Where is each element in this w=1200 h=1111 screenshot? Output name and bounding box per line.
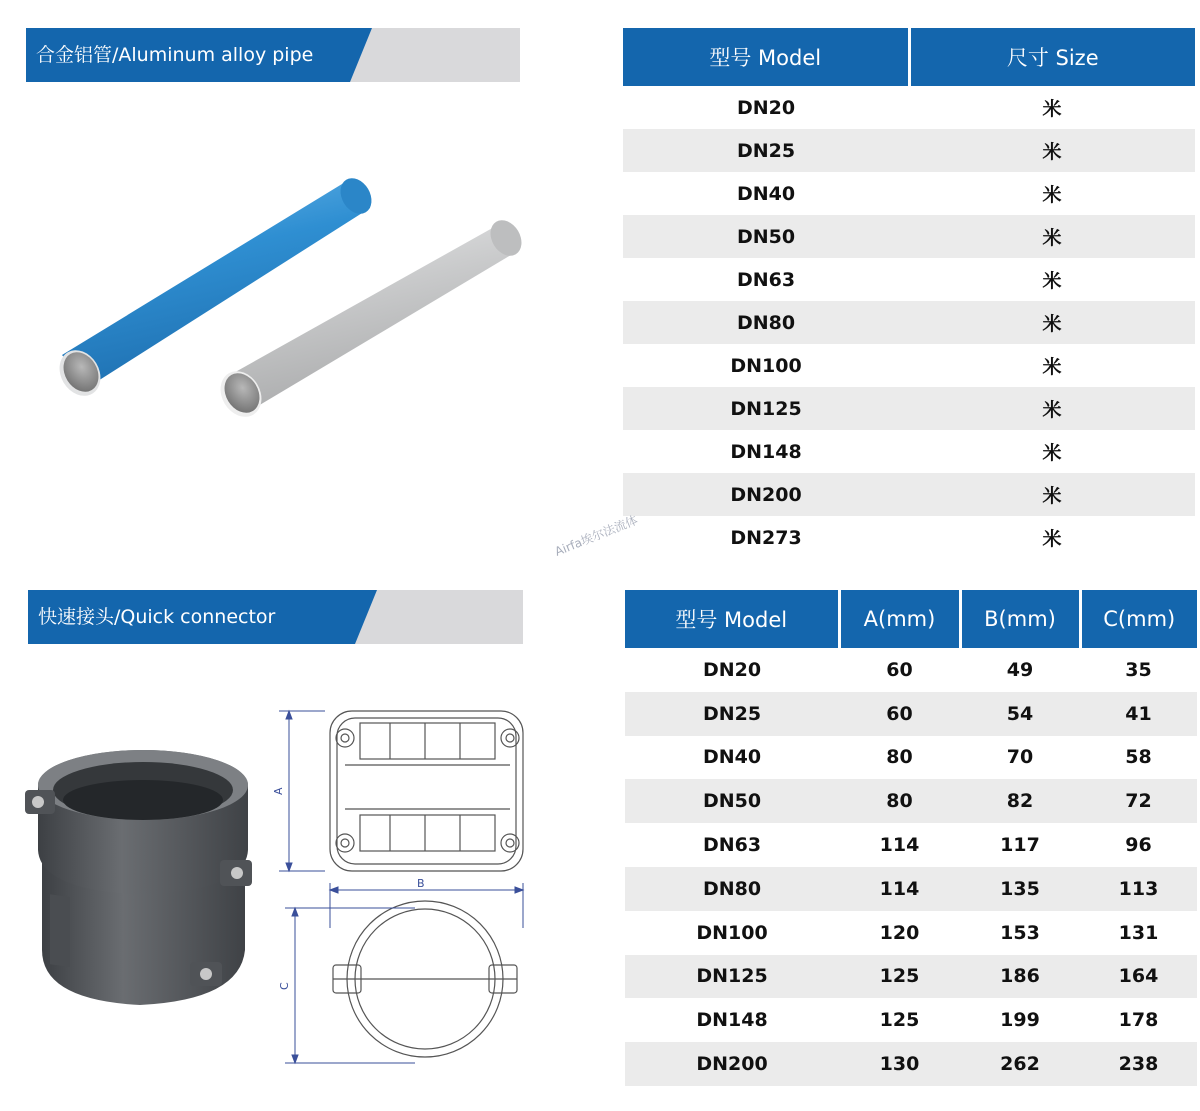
a-cell: 60 — [886, 658, 913, 681]
table-row — [623, 258, 1195, 301]
table-row — [623, 86, 1195, 129]
table-row — [623, 516, 1195, 559]
size-cell: 米 — [909, 129, 1195, 172]
watermark: Airfa埃尔法流体 — [552, 512, 640, 559]
c-cell: 178 — [1118, 1009, 1159, 1032]
b-cell: 49 — [1006, 658, 1034, 681]
a-cell: 125 — [839, 955, 960, 999]
model-cell: DN40 — [736, 182, 796, 205]
model-cell: DN63 — [736, 268, 796, 291]
size-cell: 米 — [1042, 442, 1062, 464]
table-row — [623, 129, 1195, 172]
table-row — [625, 648, 1197, 692]
c-cell: 238 — [1080, 1042, 1197, 1086]
c-cell: 58 — [1125, 746, 1152, 769]
header-a: A(mm) — [839, 590, 960, 648]
size-cell: 米 — [1042, 270, 1062, 292]
table-row — [625, 911, 1197, 955]
table-row — [625, 1042, 1197, 1086]
connector-drawing — [265, 703, 533, 1078]
b-cell: 135 — [960, 867, 1080, 911]
a-cell: 114 — [839, 867, 960, 911]
table-row — [625, 823, 1197, 867]
b-cell: 54 — [960, 692, 1080, 736]
header-b: B(mm) — [960, 590, 1080, 648]
table-row — [625, 955, 1197, 999]
b-cell: 186 — [960, 955, 1080, 999]
table-row — [625, 998, 1197, 1042]
model-cell: DN20 — [702, 658, 762, 681]
table-row — [623, 430, 1195, 473]
table-header-row — [625, 590, 1197, 648]
b-cell: 82 — [960, 779, 1080, 823]
model-cell: DN25 — [625, 692, 839, 736]
header-size: 尺寸 Size — [909, 28, 1195, 86]
model-cell: DN200 — [625, 1042, 839, 1086]
model-cell: DN100 — [696, 921, 768, 944]
size-cell: 米 — [909, 473, 1195, 516]
size-cell: 米 — [909, 387, 1195, 430]
model-cell: DN148 — [730, 440, 802, 463]
model-cell: DN100 — [730, 354, 802, 377]
table-row — [625, 736, 1197, 780]
size-cell: 米 — [1042, 528, 1062, 550]
table-row — [623, 172, 1195, 215]
c-cell: 131 — [1118, 921, 1159, 944]
model-cell: DN125 — [625, 955, 839, 999]
blue-pipe — [51, 173, 377, 404]
model-cell: DN148 — [696, 1009, 768, 1032]
dim-a-label: A — [272, 787, 285, 795]
size-cell: 米 — [909, 215, 1195, 258]
size-cell: 米 — [1042, 98, 1062, 120]
section1-title: 合金铝管/Aluminum alloy pipe — [36, 44, 314, 66]
a-cell: 125 — [879, 1009, 920, 1032]
model-cell: DN25 — [623, 129, 909, 172]
a-cell: 114 — [879, 834, 920, 857]
size-cell: 米 — [909, 301, 1195, 344]
table-row — [623, 215, 1195, 258]
b-cell: 153 — [1000, 921, 1040, 944]
table-row — [623, 387, 1195, 430]
size-cell: 米 — [1042, 356, 1062, 378]
model-cell: DN273 — [730, 526, 802, 549]
c-cell: 113 — [1080, 867, 1197, 911]
section2-banner — [28, 590, 523, 644]
model-cell: DN20 — [736, 96, 796, 119]
header-c: C(mm) — [1080, 590, 1197, 648]
table-row — [623, 344, 1195, 387]
a-cell: 60 — [839, 692, 960, 736]
model-cell: DN50 — [623, 215, 909, 258]
a-cell: 80 — [886, 746, 913, 769]
b-cell: 117 — [1000, 834, 1040, 857]
quick-connector-image — [20, 730, 270, 1020]
model-cell: DN200 — [623, 473, 909, 516]
connector-spec-table — [625, 590, 1197, 1086]
table-header-row — [623, 28, 1195, 86]
b-cell: 70 — [1006, 746, 1034, 769]
size-cell: 米 — [1042, 184, 1062, 206]
c-cell: 72 — [1080, 779, 1197, 823]
dim-b-label: B — [417, 877, 425, 890]
b-cell: 199 — [1000, 1009, 1040, 1032]
a-cell: 80 — [839, 779, 960, 823]
c-cell: 35 — [1125, 658, 1152, 681]
a-cell: 130 — [839, 1042, 960, 1086]
dim-c-label: C — [278, 982, 291, 990]
table-row — [623, 473, 1195, 516]
model-cell: DN50 — [625, 779, 839, 823]
model-cell: DN80 — [623, 301, 909, 344]
model-cell: DN63 — [702, 834, 762, 857]
model-cell: DN80 — [625, 867, 839, 911]
section1-banner — [26, 28, 520, 82]
table-row — [625, 692, 1197, 736]
c-cell: 41 — [1080, 692, 1197, 736]
table-row — [625, 779, 1197, 823]
header-model: 型号 Model — [625, 590, 839, 648]
c-cell: 96 — [1125, 834, 1152, 857]
model-cell: DN125 — [623, 387, 909, 430]
a-cell: 120 — [879, 921, 920, 944]
model-cell: DN40 — [702, 746, 762, 769]
c-cell: 164 — [1080, 955, 1197, 999]
section2-title: 快速接头/Quick connector — [38, 606, 276, 628]
pipe-spec-table — [623, 28, 1195, 559]
table-row — [625, 867, 1197, 911]
b-cell: 262 — [960, 1042, 1080, 1086]
table-row — [623, 301, 1195, 344]
aluminum-pipes-image — [40, 170, 540, 430]
header-model: 型号 Model — [623, 28, 909, 86]
